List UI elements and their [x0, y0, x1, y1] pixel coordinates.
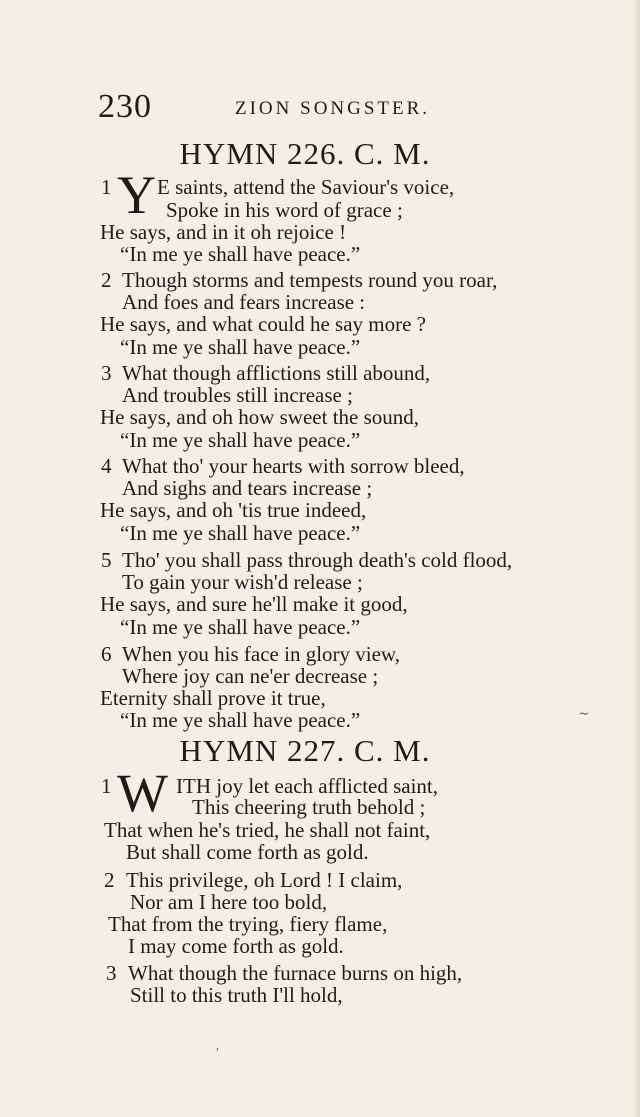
hymn-line: That from the trying, fiery flame,	[108, 912, 388, 936]
hymn-line: ITH joy let each afflicted saint,	[176, 774, 439, 798]
hymn-line: What though the furnace burns on high,	[128, 961, 463, 985]
hymn-line: Eternity shall prove it true,	[100, 686, 326, 710]
hymn-line: He says, and oh how sweet the sound,	[100, 405, 420, 429]
verse-number: 2	[101, 268, 112, 292]
running-title: ZION SONGSTER.	[235, 98, 431, 119]
hymn-226-title: HYMN 226. C. M.	[179, 136, 431, 171]
page-edge-shadow	[632, 0, 640, 1117]
hymn-line: And foes and fears increase :	[122, 290, 366, 314]
hymn-line: To gain your wish'd release ;	[122, 570, 363, 594]
verse-number: 5	[101, 548, 112, 572]
hymn-line: That when he's tried, he shall not faint,	[104, 818, 431, 842]
hymn-line: “In me ye shall have peace.”	[120, 428, 361, 452]
hymn-line: “In me ye shall have peace.”	[120, 615, 361, 639]
hymn-line: This privilege, oh Lord ! I claim,	[126, 868, 403, 892]
hymn-line: “In me ye shall have peace.”	[120, 242, 361, 266]
hymn-line: Tho' you shall pass through death's cold flood,	[122, 548, 513, 572]
hymn-line: He says, and what could he say more ?	[100, 312, 426, 336]
hymn-line: And troubles still increase ;	[122, 383, 353, 407]
hymn-line: And sighs and tears increase ;	[122, 476, 373, 500]
hymn-line: Where joy can ne'er decrease ;	[122, 664, 379, 688]
hymn-line: Still to this truth I'll hold,	[130, 983, 343, 1007]
verse-number: 3	[106, 961, 117, 985]
print-speck: ′	[216, 1046, 220, 1061]
hymn-227-title: HYMN 227. C. M.	[179, 733, 431, 768]
hymn-line: When you his face in glory view,	[122, 642, 400, 666]
hymn-line: He says, and oh 'tis true indeed,	[100, 498, 367, 522]
hymn-line: I may come forth as gold.	[128, 934, 344, 958]
hymn-line: Spoke in his word of grace ;	[166, 198, 403, 222]
verse-number: 1	[101, 175, 112, 199]
hymn-line: E saints, attend the Saviour's voice,	[157, 175, 455, 199]
hymn-line: What though afflictions still abound,	[122, 361, 431, 385]
drop-cap-letter: W	[117, 763, 168, 823]
verse-number: 6	[101, 642, 112, 666]
verse-number: 4	[101, 454, 112, 478]
hymn-line: “In me ye shall have peace.”	[120, 521, 361, 545]
verse-number: 2	[104, 868, 115, 892]
hymn-line: What tho' your hearts with sorrow bleed,	[122, 454, 465, 478]
verse-number: 1	[101, 774, 112, 798]
page-number: 230	[98, 88, 152, 125]
hymn-line: He says, and sure he'll make it good,	[100, 592, 408, 616]
hymn-line: He says, and in it oh rejoice !	[100, 220, 347, 244]
print-smudge: ∼	[578, 707, 590, 722]
hymn-line: But shall come forth as gold.	[126, 840, 369, 864]
hymn-line: “In me ye shall have peace.”	[120, 708, 361, 732]
verse-number: 3	[101, 361, 112, 385]
hymn-line: Nor am I here too bold,	[130, 890, 328, 914]
hymn-line: “In me ye shall have peace.”	[120, 335, 361, 359]
page-header	[98, 88, 478, 128]
hymn-line: This cheering truth behold ;	[192, 795, 426, 819]
drop-cap-letter: Y	[117, 165, 156, 225]
hymn-line: Though storms and tempests round you roar,	[122, 268, 498, 292]
